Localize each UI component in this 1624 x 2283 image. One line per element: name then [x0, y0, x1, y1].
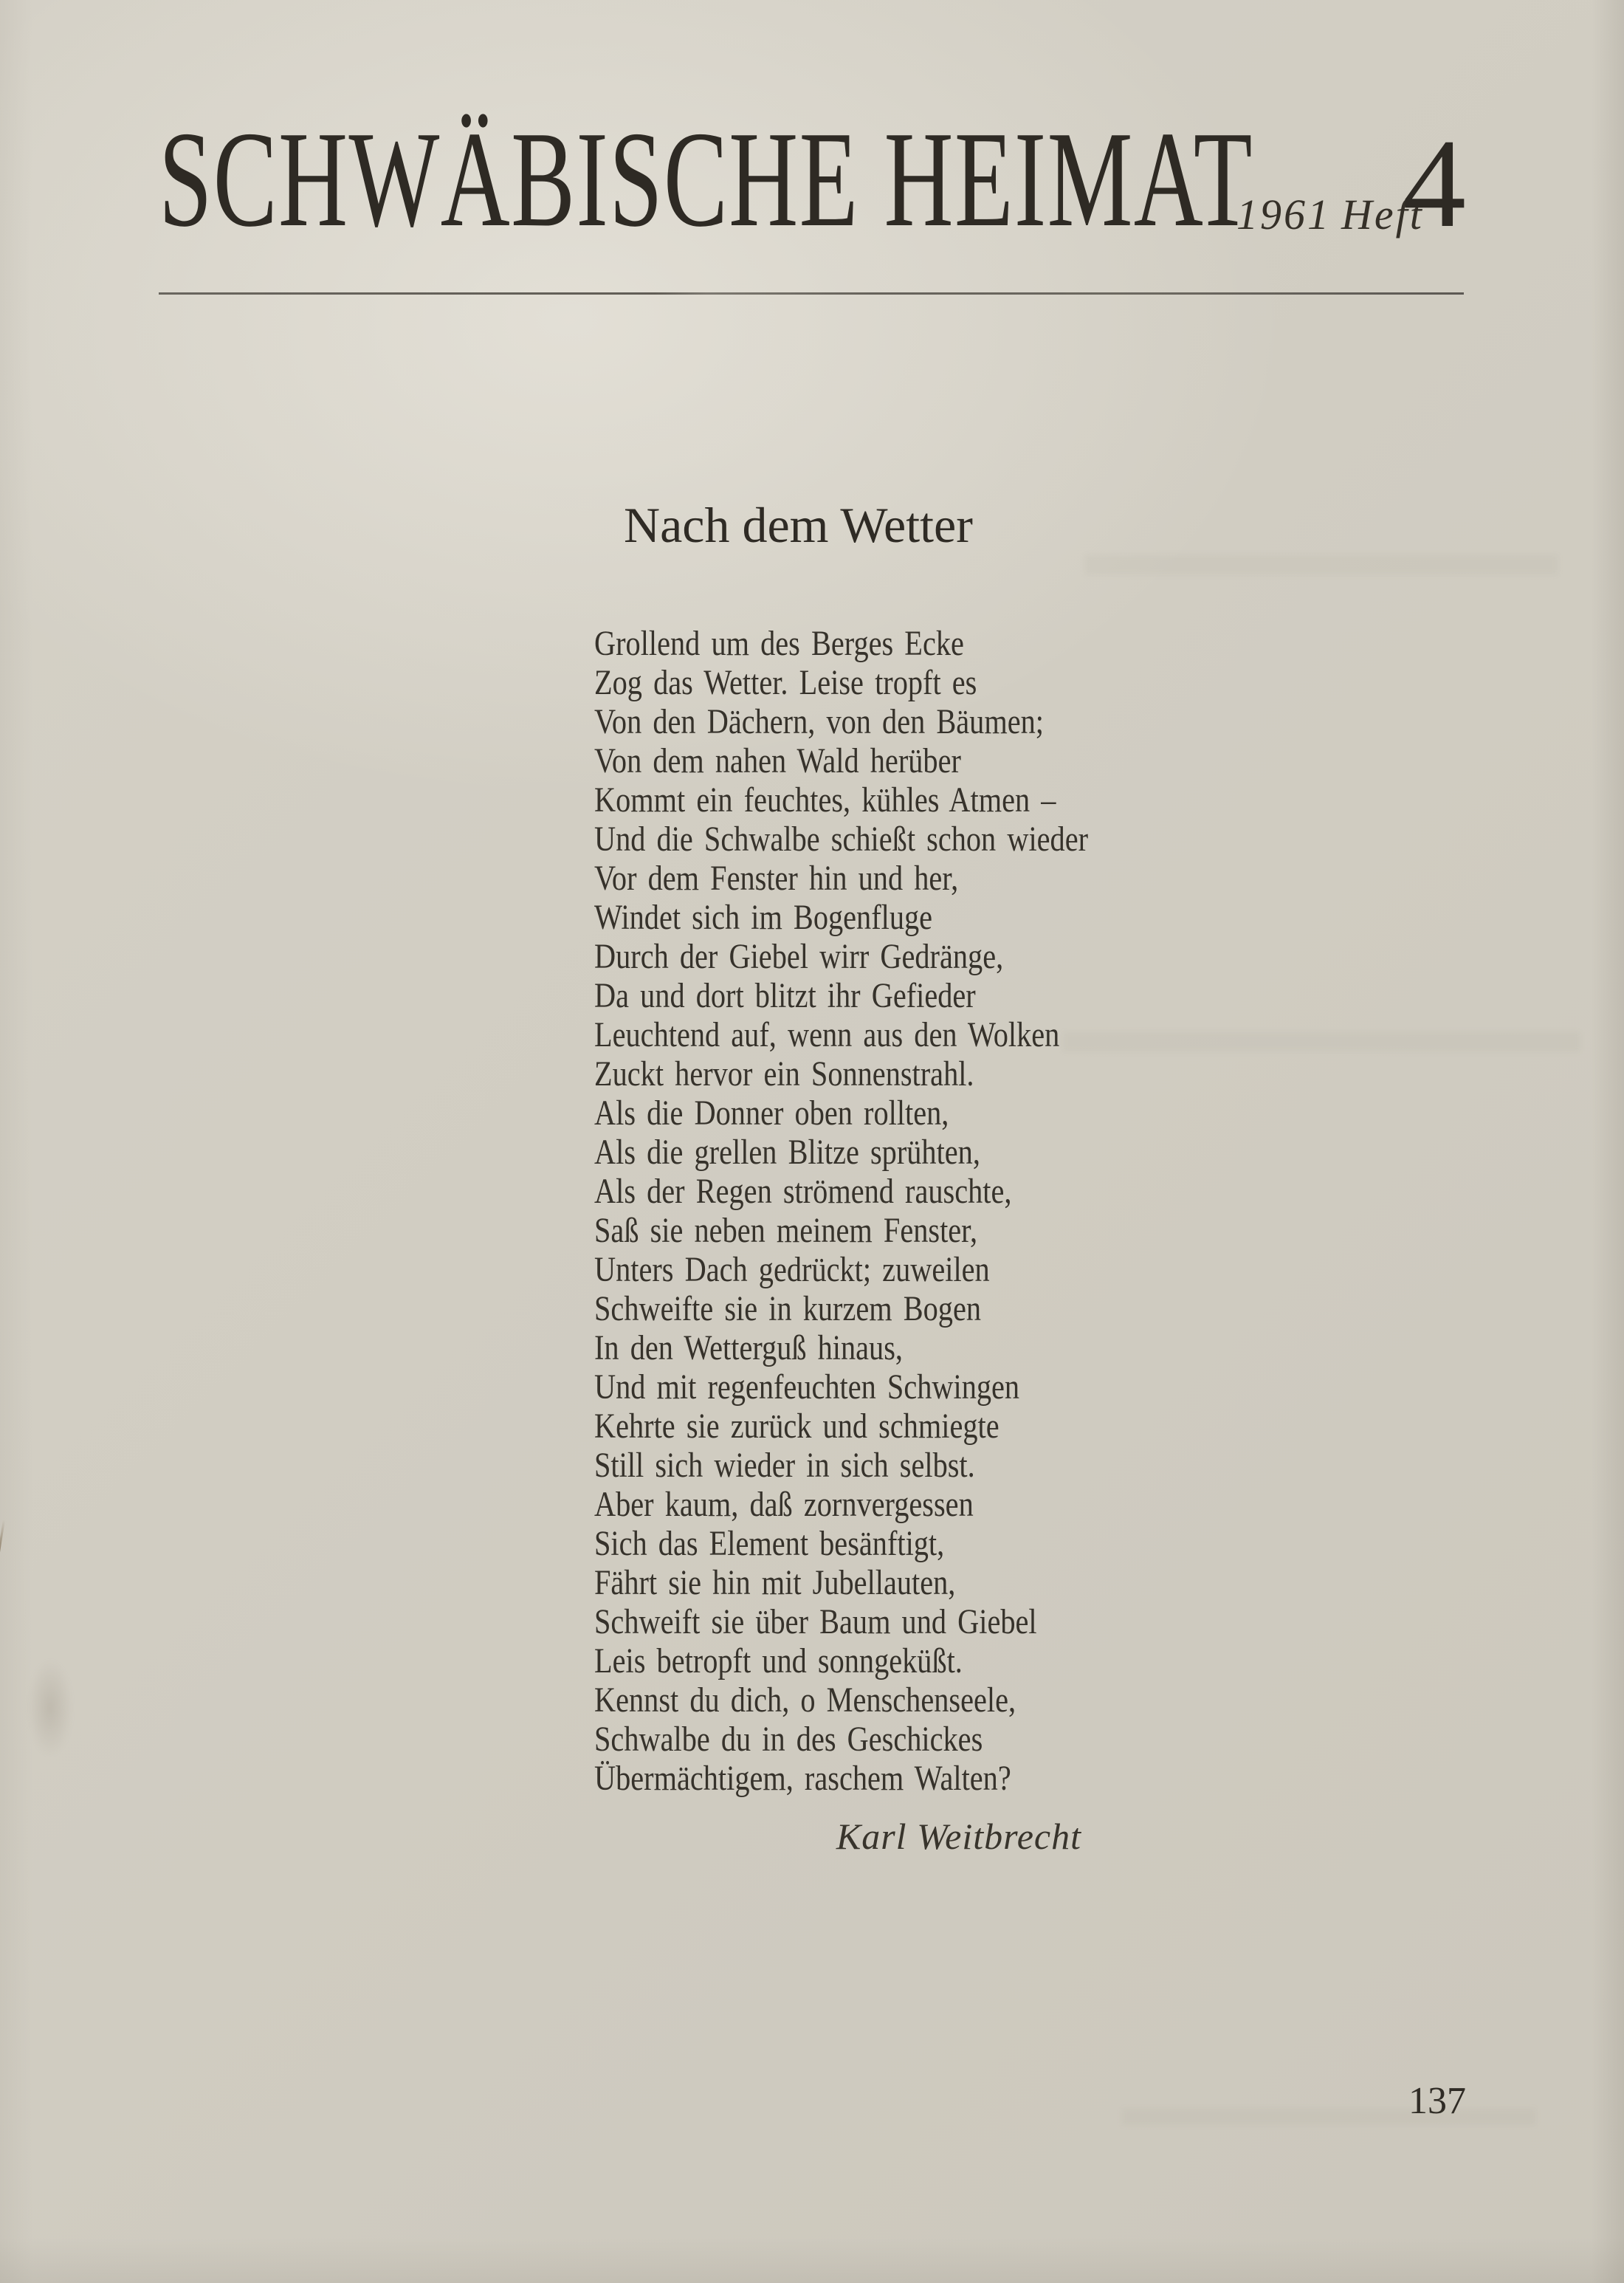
poem-line: Grollend um des Berges Ecke	[594, 624, 964, 663]
poem-line: Fährt sie hin mit Jubellauten,	[594, 1563, 956, 1602]
issue-year: 1961	[1236, 190, 1331, 238]
poem-line: Von den Dächern, von den Bäumen;	[594, 702, 1044, 741]
poem-title: Nach dem Wetter	[624, 497, 973, 553]
poem-line: Schwalbe du in des Geschickes	[594, 1720, 983, 1759]
divider-rule	[159, 292, 1464, 295]
page-number: 137	[1408, 2080, 1466, 2122]
issue-number: 4	[1403, 114, 1466, 254]
magazine-title: SCHWÄBISCHE HEIMAT	[159, 103, 1253, 255]
poem-line: Unters Dach gedrückt; zuweilen	[594, 1250, 990, 1289]
poem-author-signature: Karl Weitbrecht	[836, 1816, 1081, 1857]
poem-line: Als die Donner oben rollten,	[594, 1094, 949, 1133]
poem-line: Übermächtigem, raschem Walten?	[594, 1759, 1011, 1798]
issue-label: Heft	[1341, 190, 1424, 238]
page-showthrough-artifact	[1085, 555, 1558, 574]
poem-line: Aber kaum, daß zornvergessen	[594, 1485, 974, 1524]
poem-line: Durch der Giebel wirr Gedränge,	[594, 937, 1004, 976]
poem-line: Kehrte sie zurück und schmiegte	[594, 1407, 999, 1446]
poem-line: Leuchtend auf, wenn aus den Wolken	[594, 1015, 1060, 1054]
scan-smudge-artifact	[28, 1660, 72, 1756]
poem-line: Zog das Wetter. Leise tropft es	[594, 663, 977, 702]
poem-line: Windet sich im Bogenfluge	[594, 898, 933, 937]
poem-line: Zuckt hervor ein Sonnenstrahl.	[594, 1054, 974, 1094]
page-showthrough-artifact	[1122, 2109, 1535, 2125]
poem-line: Leis betropft und sonngeküßt.	[594, 1641, 963, 1681]
poem-line: Still sich wieder in sich selbst.	[594, 1446, 975, 1485]
poem-line: Saß sie neben meinem Fenster,	[594, 1211, 978, 1250]
poem-line: Und die Schwalbe schießt schon wieder	[594, 820, 1089, 859]
poem-line: Schweifte sie in kurzem Bogen	[594, 1289, 982, 1328]
poem-body	[594, 624, 1088, 1798]
poem-line: Kennst du dich, o Menschenseele,	[594, 1681, 1016, 1720]
issue-info	[1236, 190, 1424, 238]
poem-line: Von dem nahen Wald herüber	[594, 741, 961, 780]
scan-scratch-artifact	[0, 1520, 5, 1675]
poem-line: In den Wetterguß hinaus,	[594, 1328, 903, 1367]
poem-line: Da und dort blitzt ihr Gefieder	[594, 976, 976, 1015]
poem-line: Und mit regenfeuchten Schwingen	[594, 1367, 1020, 1407]
poem-line: Als die grellen Blitze sprühten,	[594, 1133, 980, 1172]
poem-line: Als der Regen strömend rauschte,	[594, 1172, 1012, 1211]
poem-line: Sich das Element besänftigt,	[594, 1524, 945, 1563]
poem-line: Vor dem Fenster hin und her,	[594, 859, 959, 898]
poem-line: Kommt ein feuchtes, kühles Atmen –	[594, 780, 1056, 820]
page-showthrough-artifact	[1063, 1032, 1580, 1051]
poem-line: Schweift sie über Baum und Giebel	[594, 1602, 1037, 1641]
